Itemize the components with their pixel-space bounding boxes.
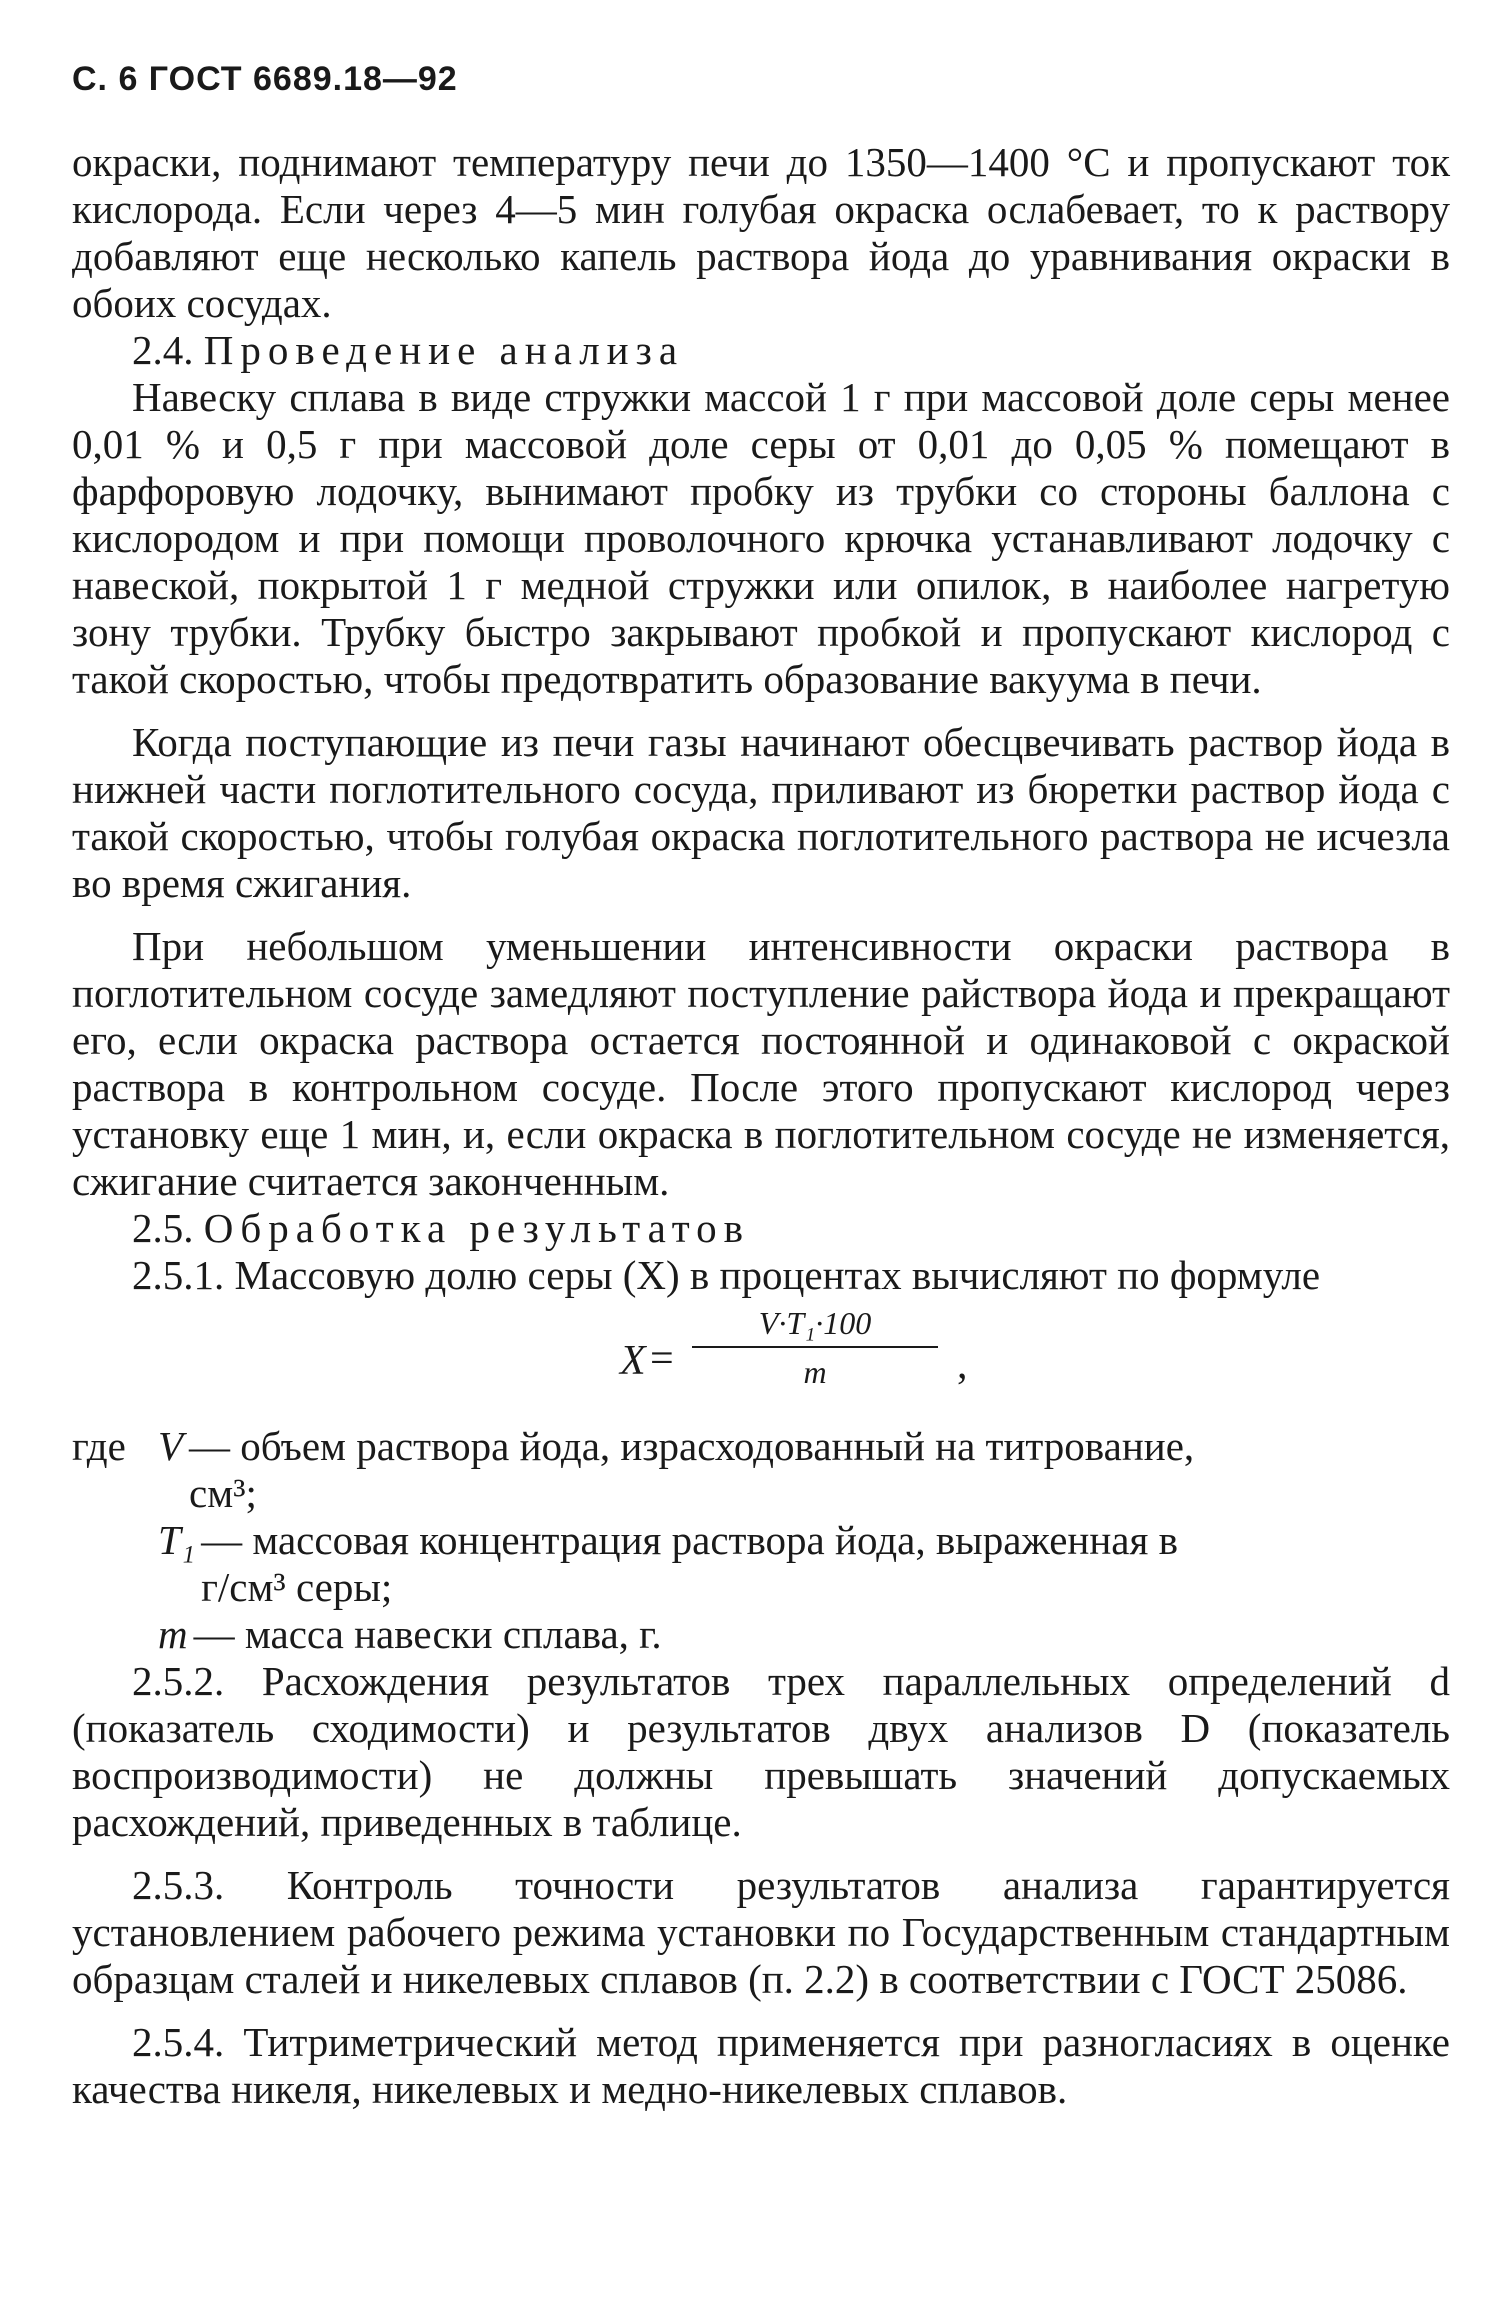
paragraph-2-5-3: 2.5.3. Контроль точности результатов анализа гарантируется установлением рабочего режима установки по Государственным стандартным образцам сталей и никелевых сплавов (п. 2.2) в соответствии с ГОСТ 25086.: [72, 1862, 1450, 2002]
formula-lhs: X: [620, 1338, 646, 1384]
legend-description: [183, 1423, 1450, 1517]
legend-symbol: V: [158, 1423, 184, 1469]
paragraph-2-5-2: 2.5.2. Расхождения результатов трех параллельных определений d (показатель сходимости) и результатов двух анализов D (показатель воспроизводимости) не должны превышать значений допускаемых расхождений, приведенных в таблице.: [72, 1658, 1450, 1845]
legend-description: [188, 1611, 1450, 1658]
paragraph-analysis-procedure: Навеску сплава в виде стружки массой 1 г при массовой доле серы менее 0,01 % и 0,5 г при массовой доле серы от 0,01 до 0,05 % помещают в фарфоровую лодочку, вынимают пробку из трубки со стороны баллона с кислородом и при помощи проволочного крючка устанавливают лодочку с навеской, покрытой 1 г медной стружки или опилок, в наиболее нагретую зону трубки. Трубку быстро закрывают пробкой и пропускают кислород с такой скоростью, чтобы предотвратить образование вакуума в печи.: [72, 374, 1450, 702]
legend-description-line: — масса навески сплава, г.: [193, 1611, 662, 1657]
paragraph-2-5-1: 2.5.1. Массовую долю серы (X) в процентах вычисляют по формуле: [132, 1252, 1321, 1298]
formula-legend: [72, 1423, 1450, 1658]
legend-description-cont: г/см³ серы;: [201, 1564, 393, 1610]
legend-description-line: — массовая концентрация раствора йода, выраженная в: [201, 1517, 1178, 1563]
section-number: 2.5.: [132, 1205, 194, 1251]
legend-symbol: T₁: [158, 1517, 196, 1563]
legend-item-v: [72, 1423, 1450, 1517]
section-title: Обработка результатов: [203, 1205, 751, 1251]
legend-lead-word: где: [72, 1423, 126, 1469]
paragraph-continuation: окраски, поднимают температуру печи до 1350—1400 °С и пропускают ток кислорода. Если через 4—5 мин голубая окраска ослабевает, то к раствору добавляют еще несколько капель раствора йода до уравнивания окраски в обоих сосудах.: [72, 139, 1450, 326]
section-title: Проведение анализа: [203, 327, 685, 373]
legend-description: [195, 1517, 1450, 1611]
formula-fraction: [692, 1305, 938, 1391]
formula-comma: ,: [957, 1342, 968, 1388]
legend-description-cont: см³;: [189, 1470, 257, 1516]
legend-item-m: [72, 1611, 1450, 1658]
sulfur-formula: [72, 1305, 1450, 1415]
paragraph-gas-decolorization: Когда поступающие из печи газы начинают обесцвечивать раствор йода в нижней части поглотительного сосуда, приливают из бюретки раствор йода с такой скоростью, чтобы голубая окраска поглотительного раствора не исчезла во время сжигания.: [72, 719, 1450, 906]
document-page: [72, 60, 1450, 2113]
formula-equals: =: [650, 1336, 674, 1382]
section-number: 2.4.: [132, 327, 194, 373]
legend-description-line: — объем раствора йода, израсходованный на титрование,: [189, 1423, 1195, 1469]
section-heading-2-4: [72, 327, 1450, 374]
paragraph-2-5-4: 2.5.4. Титриметрический метод применяется при разногласиях в оценке качества никеля, никелевых и медно-никелевых сплавов.: [72, 2019, 1450, 2112]
legend-symbol: m: [158, 1611, 188, 1657]
page-header: С. 6 ГОСТ 6689.18—92: [72, 60, 458, 98]
section-heading-2-5: [72, 1205, 1450, 1252]
legend-item-t1: [72, 1517, 1450, 1611]
formula-numerator: V·T₁·100: [692, 1305, 938, 1348]
formula-denominator: m: [803, 1354, 827, 1390]
paragraph-intensity-reduction: При небольшом уменьшении интенсивности окраски раствора в поглотительном сосуде замедляют поступление райствора йода и прекращают его, если окраска раствора остается постоянной и одинаковой с окраской раствора в контрольном сосуде. После этого пропускают кислород через установку еще 1 мин, и, если окраска в поглотительном сосуде не изменяется, сжигание считается законченным.: [72, 923, 1450, 1204]
